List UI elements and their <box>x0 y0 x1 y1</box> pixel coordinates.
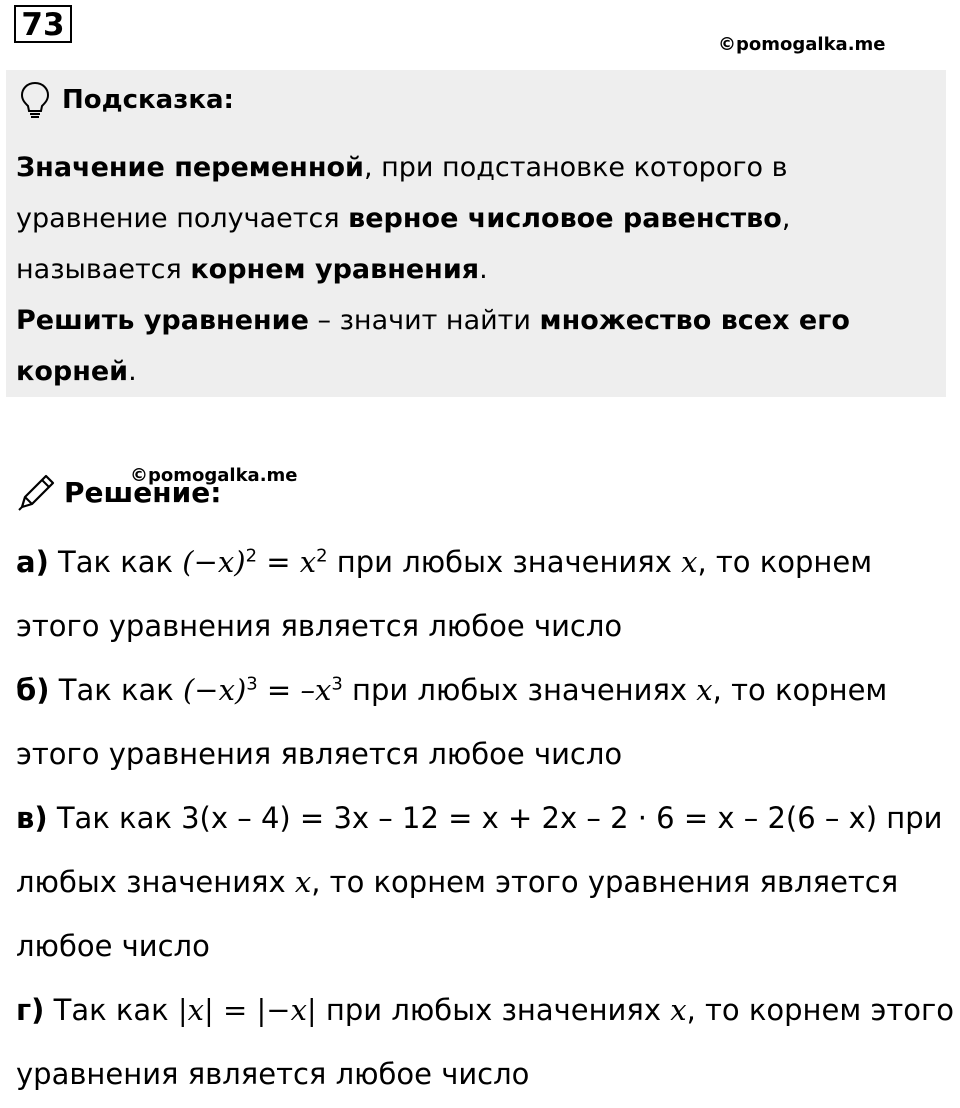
solution-item-v <box>16 786 956 978</box>
term: Решить уравнение <box>16 305 309 336</box>
hint-title: Подсказка: <box>62 85 234 115</box>
math: x <box>696 673 713 707</box>
math: x <box>294 865 312 899</box>
text: Так как <box>44 993 178 1027</box>
exponent: 3 <box>331 673 343 695</box>
item-label: а) <box>16 545 49 579</box>
term: множество всех его корней <box>16 305 850 387</box>
text: , то корнем этого уравнения является любое число <box>16 673 888 771</box>
text: при любых значениях <box>342 673 697 707</box>
term: Значение переменной <box>16 152 364 183</box>
math: |x| = |−x| <box>177 993 317 1027</box>
text: при любых значениях <box>327 545 682 579</box>
exponent: 2 <box>316 545 328 567</box>
hint-box <box>6 70 946 397</box>
term: верное числовое равенство <box>348 203 782 234</box>
solution-item-a <box>16 530 956 658</box>
text: , то корнем этого уравнения является любое число <box>16 865 899 963</box>
math: x <box>299 545 317 579</box>
math: (−x) <box>182 673 247 707</box>
lightbulb-icon <box>20 81 50 119</box>
math: x <box>670 993 687 1027</box>
text: при любых значениях <box>16 801 943 899</box>
text: Так как <box>48 545 183 579</box>
text: Так как <box>47 801 182 835</box>
text: = <box>257 673 301 707</box>
term: корнем уравнения <box>190 254 480 285</box>
solution-title: Решение: <box>64 475 222 509</box>
solution-item-g <box>16 978 956 1106</box>
pencil-icon <box>16 471 58 513</box>
text: Так как <box>49 673 183 707</box>
hint-header <box>20 80 234 120</box>
item-label: г) <box>16 993 45 1027</box>
item-label: в) <box>16 801 48 835</box>
math: –x <box>300 673 332 707</box>
solution-item-b <box>16 658 956 786</box>
text: . <box>479 254 488 285</box>
text: , то корнем этого уравнения является любое число <box>16 993 954 1091</box>
text: , называется <box>16 203 791 285</box>
text: – значит найти <box>308 305 540 336</box>
watermark: ©pomogalka.me <box>130 465 298 486</box>
text: , при подстановке которого в уравнение получается <box>16 152 788 234</box>
exponent: 2 <box>245 545 258 567</box>
hint-text <box>16 142 936 397</box>
math: 3(x – 4) = 3x – 12 = x + 2x – 2 · 6 = x – 2(6 – x) <box>181 801 878 835</box>
text: при любых значениях <box>316 993 671 1027</box>
math: (−x) <box>182 545 246 579</box>
exponent: 3 <box>246 673 258 695</box>
text: . <box>128 356 137 387</box>
problem-number: 73 <box>14 5 72 43</box>
item-label: б) <box>16 673 50 707</box>
solution-body <box>16 530 956 1106</box>
watermark: ©pomogalka.me <box>718 34 886 55</box>
math: x <box>681 545 698 579</box>
text: , то корнем этого уравнения является любое число <box>16 545 873 643</box>
text: = <box>257 545 300 579</box>
